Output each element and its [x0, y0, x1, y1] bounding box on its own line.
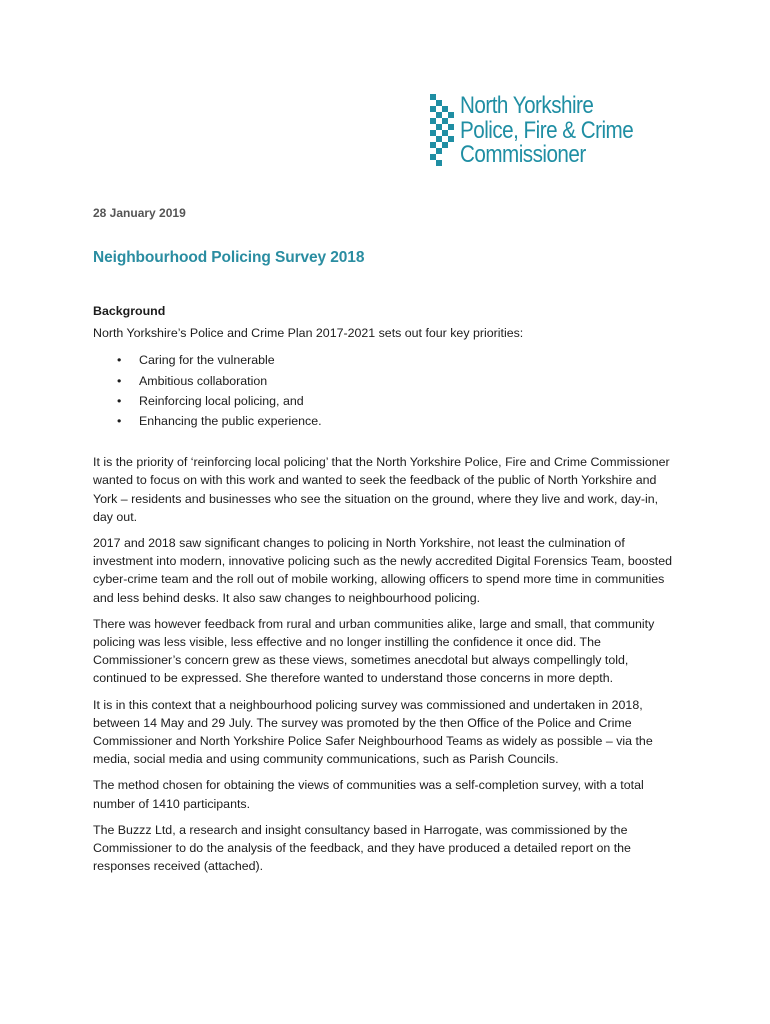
- commissioner-logo: [430, 94, 690, 174]
- list-item: [93, 411, 679, 431]
- bullet-icon: •: [117, 393, 122, 408]
- logo-checker-icon: [430, 94, 456, 170]
- document-date: 28 January 2019: [93, 206, 186, 220]
- bullet-icon: •: [117, 353, 122, 368]
- body-paragraph: It is the priority of ‘reinforcing local policing’ that the North Yorkshire Police, Fire and Crime Commissioner wanted to focus on with this work and wanted to seek the feedback of the public of North Yorkshire and York – residents and businesses who see the situation on the ground, where they live and work, day-in, day out.: [93, 455, 670, 524]
- body-paragraph: 2017 and 2018 saw significant changes to policing in North Yorkshire, not least the culmination of investment into modern, innovative policing such as the newly accredited Digital Forensics Team, boosted cyber-crime team and the roll out of mobile working, allowing officers to spend more time in communities and less behind desks. It also saw changes to neighbourhood policing.: [93, 536, 672, 605]
- document-title: Neighbourhood Policing Survey 2018: [93, 249, 365, 266]
- list-item-text: Ambitious collaboration: [139, 373, 268, 388]
- logo-line-2: Police, Fire & Crime: [460, 116, 634, 144]
- list-item: [93, 391, 679, 411]
- logo-line-3: Commissioner: [460, 141, 586, 168]
- list-item: [93, 371, 679, 391]
- list-item-text: Enhancing the public experience.: [139, 414, 322, 429]
- intro-paragraph: North Yorkshire’s Police and Crime Plan 2017-2021 sets out four key priorities:: [93, 326, 524, 341]
- logo-wordmark: [460, 94, 633, 168]
- list-item-text: Caring for the vulnerable: [139, 353, 275, 368]
- document-body: [93, 302, 679, 883]
- list-item: [93, 350, 679, 370]
- body-paragraph: There was however feedback from rural and urban communities alike, large and small, that community policing was less visible, less effective and no longer instilling the confidence it once did. The Commissioner’s concern grew as these views, sometimes anecdotal but always compellingly told, continued to be expressed. She therefore wanted to understand those concerns in more depth.: [93, 616, 655, 686]
- background-heading: Background: [93, 304, 166, 318]
- body-paragraph: It is in this context that a neighbourhood policing survey was commissioned and undertaken in 2018, between 14 May and 29 July. The survey was promoted by the then Office of the Police and Crime Commissioner and North Yorkshire Police Safer Neighbourhood Teams as widely as possible – via the media, social media and using community communications, such as Parish Councils.: [93, 697, 653, 767]
- body-paragraph: The Buzzz Ltd, a research and insight consultancy based in Harrogate, was commissioned by the Commissioner to do the analysis of the feedback, and they have produced a detailed report on the responses received (attached).: [93, 822, 631, 874]
- bullet-icon: •: [117, 373, 122, 388]
- bullet-icon: •: [117, 414, 122, 429]
- body-paragraph: The method chosen for obtaining the views of communities was a self-completion survey, with a total number of 1410 participants.: [93, 778, 644, 811]
- list-item-text: Reinforcing local policing, and: [139, 393, 304, 408]
- priorities-list: [93, 350, 679, 431]
- logo-line-1: North Yorkshire: [460, 92, 594, 119]
